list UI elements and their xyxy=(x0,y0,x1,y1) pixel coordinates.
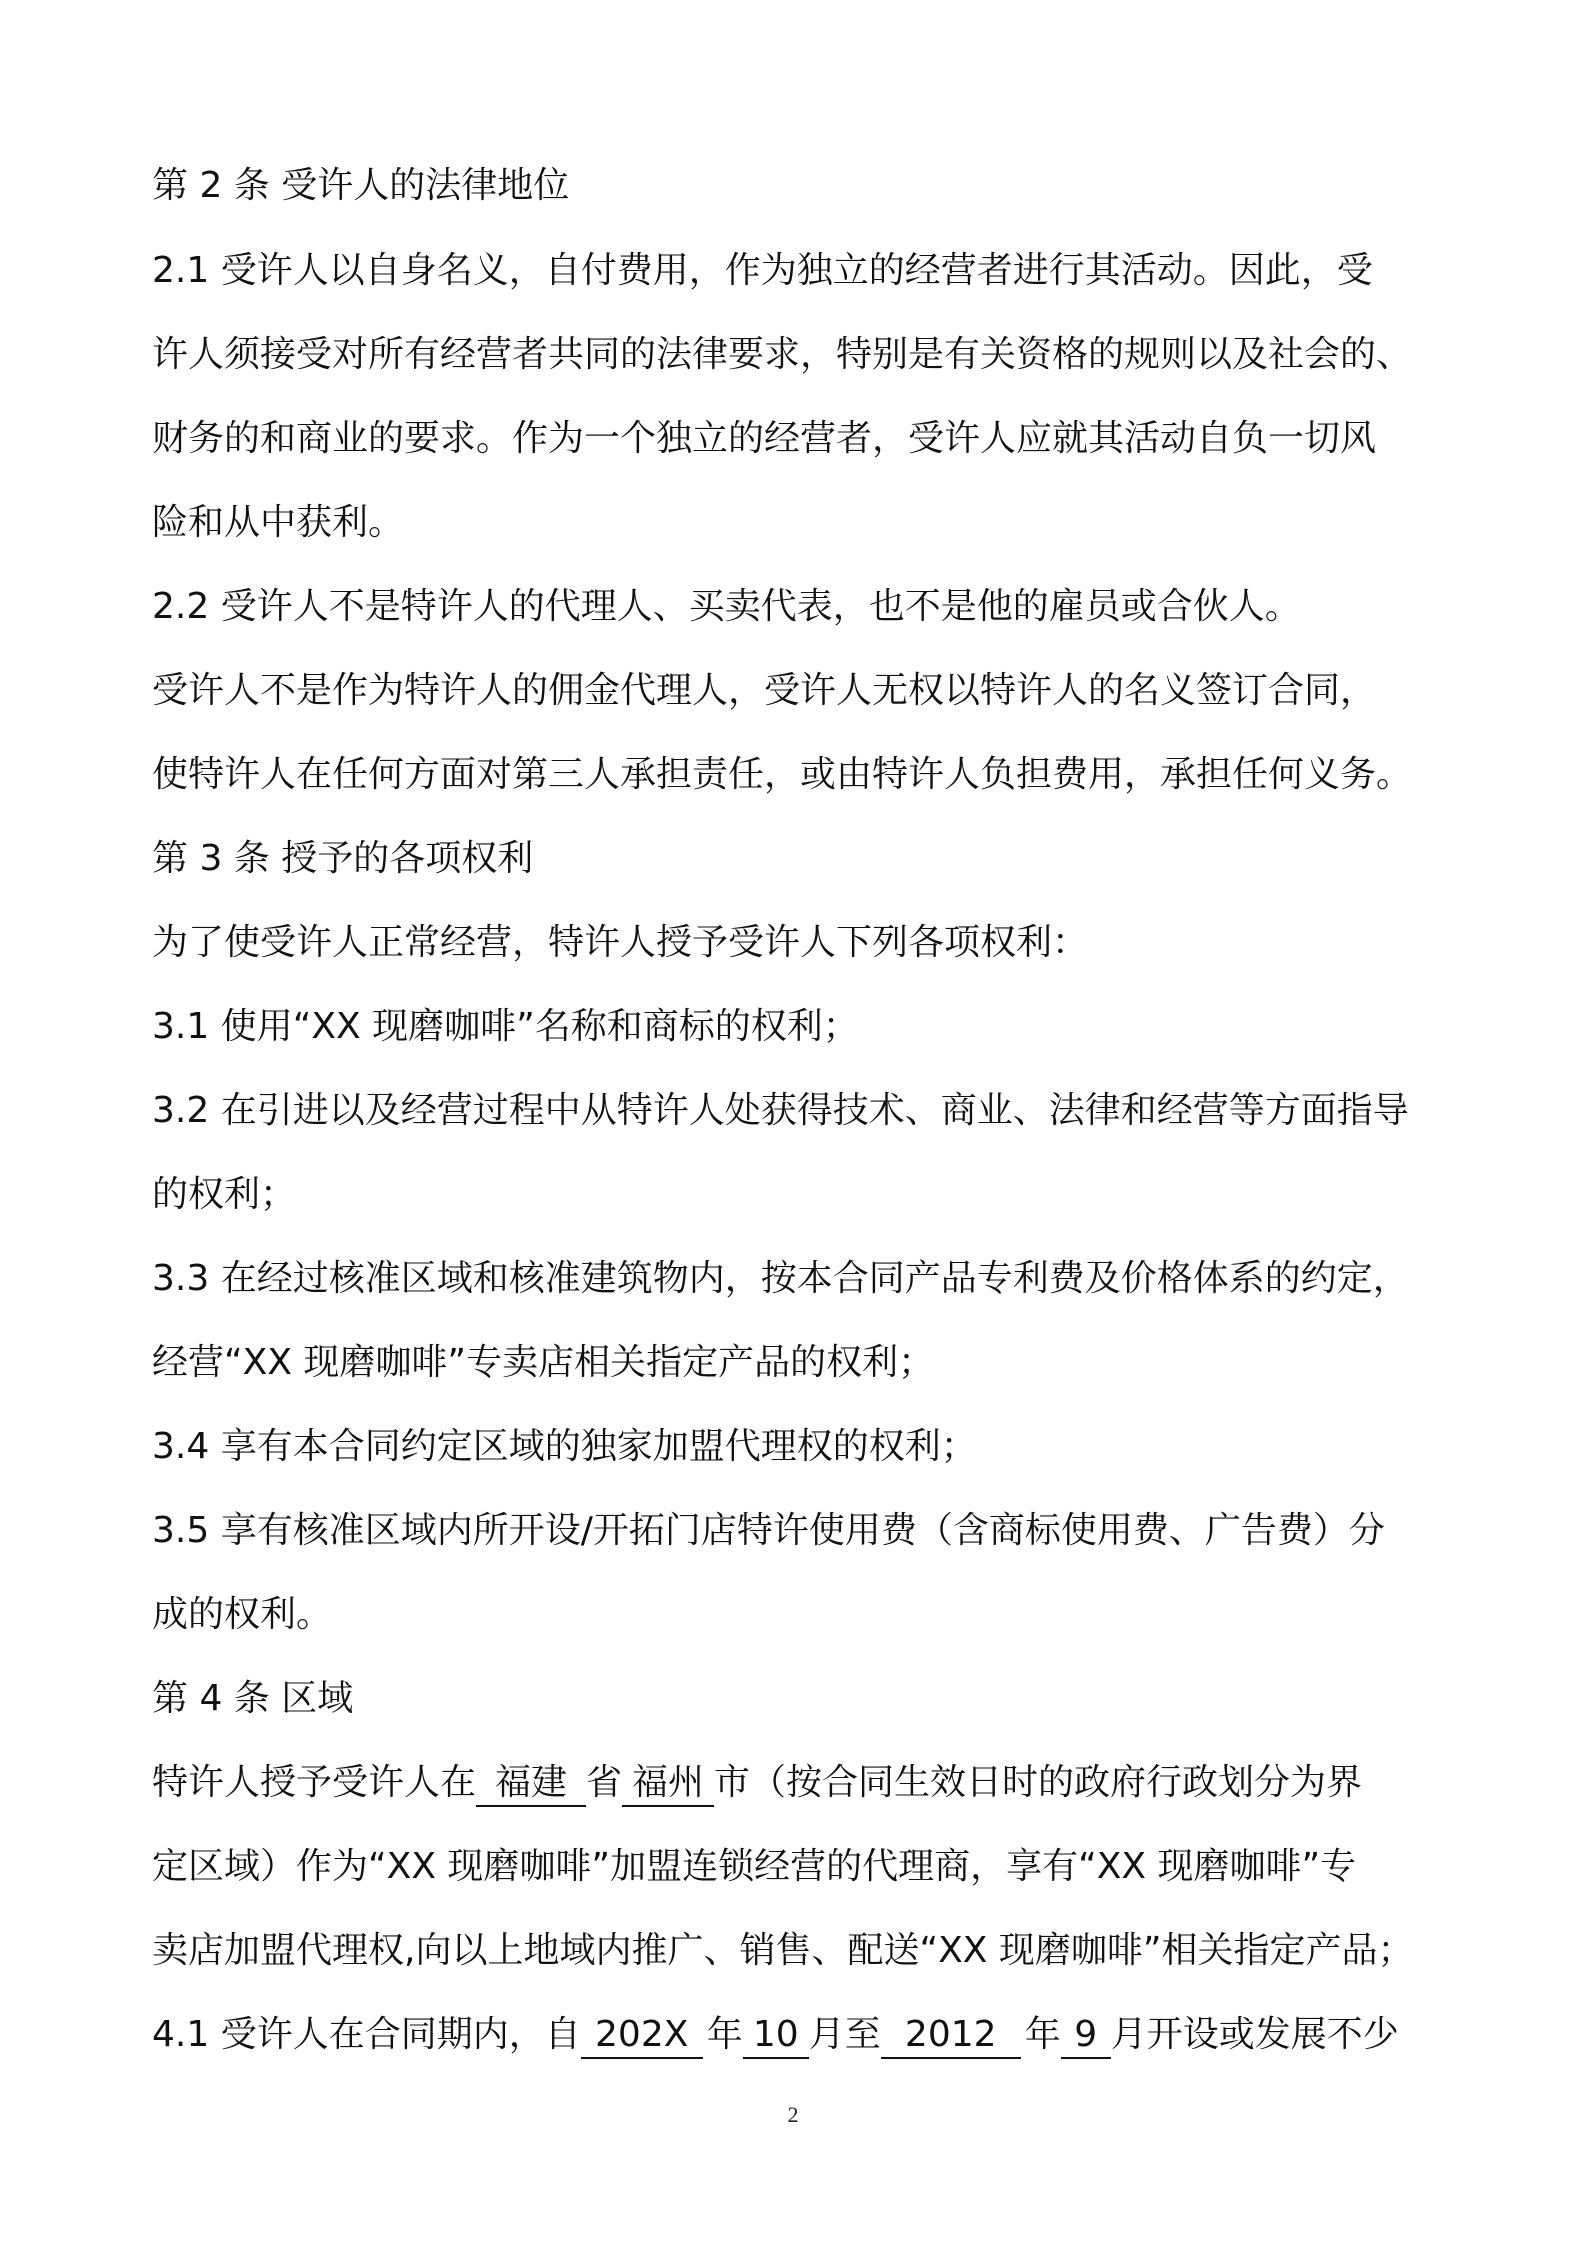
start-year-field: 202X xyxy=(581,2013,703,2059)
clause-2-2-line-2: 受许人不是作为特许人的佣金代理人，受许人无权以特许人的名义签订合同， xyxy=(152,670,1377,711)
city-field: 福州 xyxy=(622,1761,714,1807)
clause-2-2-line-1: 2.2 受许人不是特许人的代理人、买卖代表，也不是他的雇员或合伙人。 xyxy=(152,586,1301,627)
article-4-suffix: 市（按合同生效日时的政府行政划分为界 xyxy=(714,1762,1363,1803)
year-label-2: 年 xyxy=(1024,2014,1061,2055)
article-4-paragraph-line-3: 卖店加盟代理权,向以上地域内推广、销售、配送“XX 现磨咖啡”相关指定产品； xyxy=(152,1930,1414,1971)
article-4-heading: 第 4 条 区域 xyxy=(152,1678,354,1719)
clause-2-1-line-1: 2.1 受许人以自身名义，自付费用，作为独立的经营者进行其活动。因此，受 xyxy=(152,250,1373,291)
to-label: 月至 xyxy=(808,2014,881,2055)
clause-2-1-line-3: 财务的和商业的要求。作为一个独立的经营者，受许人应就其活动自负一切风 xyxy=(152,418,1377,459)
end-month-field: 9 xyxy=(1061,2013,1111,2059)
province-unit: 省 xyxy=(586,1762,623,1803)
year-label: 年 xyxy=(706,2014,743,2055)
article-3-intro: 为了使受许人正常经营，特许人授予受许人下列各项权利： xyxy=(152,922,1089,963)
article-4-paragraph-line-1 xyxy=(152,1759,1452,1807)
clause-3-3-line-1: 3.3 在经过核准区域和核准建筑物内，按本合同产品专利费及价格体系的约定， xyxy=(152,1258,1409,1299)
province-field: 福建 xyxy=(476,1761,586,1807)
clause-3-3-line-2: 经营“XX 现磨咖啡”专卖店相关指定产品的权利； xyxy=(152,1342,935,1383)
start-month-field: 10 xyxy=(743,2013,809,2059)
clause-3-1: 3.1 使用“XX 现磨咖啡”名称和商标的权利； xyxy=(152,1006,859,1047)
clause-3-4: 3.4 享有本合同约定区域的独家加盟代理权的权利； xyxy=(152,1426,977,1467)
article-3-heading: 第 3 条 授予的各项权利 xyxy=(152,838,534,879)
clause-4-1-suffix: 月开设或发展不少 xyxy=(1110,2014,1399,2055)
page-number: 2 xyxy=(787,2102,799,2127)
clause-3-5-line-1: 3.5 享有核准区域内所开设/开拓门店特许使用费（含商标使用费、广告费）分 xyxy=(152,1510,1385,1551)
end-year-field: 2012 xyxy=(881,2013,1021,2059)
clause-2-1-line-4: 险和从中获利。 xyxy=(152,502,405,543)
article-4-prefix: 特许人授予受许人在 xyxy=(152,1762,477,1803)
clause-2-2-line-3: 使特许人在任何方面对第三人承担责任，或由特许人负担费用，承担任何义务。 xyxy=(152,754,1413,795)
article-2-heading: 第 2 条 受许人的法律地位 xyxy=(152,165,570,206)
clause-3-5-line-2: 成的权利。 xyxy=(152,1594,333,1635)
clause-4-1-line-1 xyxy=(152,2011,1452,2059)
clause-3-2-line-2: 的权利； xyxy=(152,1174,297,1215)
clause-3-2-line-1: 3.2 在引进以及经营过程中从特许人处获得技术、商业、法律和经营等方面指导 xyxy=(152,1090,1409,1131)
clause-2-1-line-2: 许人须接受对所有经营者共同的法律要求，特别是有关资格的规则以及社会的、 xyxy=(152,334,1413,375)
article-4-paragraph-line-2: 定区域）作为“XX 现磨咖啡”加盟连锁经营的代理商，享有“XX 现磨咖啡”专 xyxy=(152,1846,1357,1887)
clause-4-1-prefix: 4.1 受许人在合同期内，自 xyxy=(152,2014,581,2055)
